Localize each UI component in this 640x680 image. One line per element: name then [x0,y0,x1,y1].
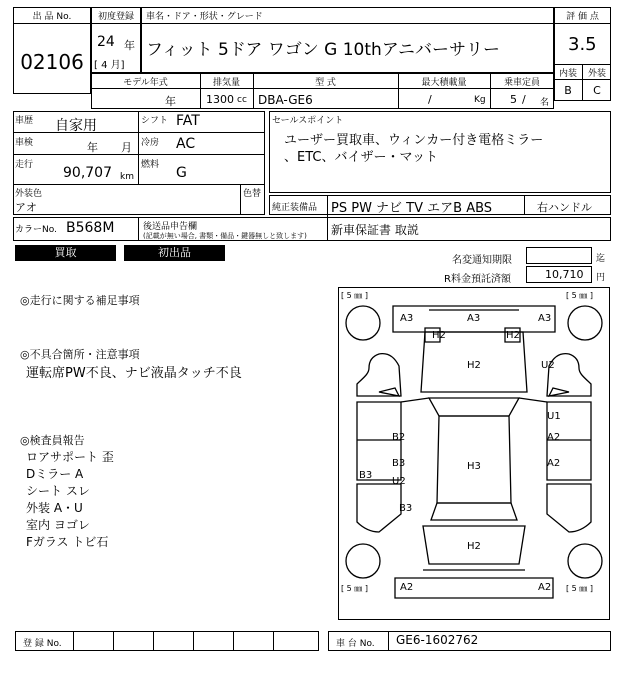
mark-rear-bottom-right: A2 [538,582,552,593]
mark-front-right: A3 [538,313,552,324]
sales-point-2: 、ETC、バイザー・マット [284,150,438,165]
capacity-unit: 名 [540,98,550,108]
inspection-label: 車検 [15,138,34,148]
mark-hood: H2 [467,360,481,371]
displacement-unit: cc [237,95,247,105]
load-label: 最大積載量 [421,78,467,88]
equipment-label: 純正装備品 [272,203,318,213]
sales-point-1: ユーザー買取車、ウィンカー付き電格ミラー [284,133,544,148]
notice-unit: 迄 [596,254,606,264]
inspector-line: Fガラス トビ石 [26,535,109,549]
inspector-title: ◎検査員報告 [20,434,85,447]
inspector-line: Dミラー A [26,467,84,481]
aftermarket-note: (記載が無い場合, 書類・備品・鍵器無しと致します) [143,232,307,240]
lot-no-label: 出 品 No. [32,12,72,22]
inspection-year: 年 [87,141,98,154]
lot-no: 02106 [20,50,84,74]
load-slash: / [428,93,432,106]
defects: 運転席PW不良、ナビ液晶タッチ不良 [26,366,242,381]
capacity-slash: / [522,93,526,106]
first-listing-button[interactable]: 初出品 [124,245,225,261]
supplement-title: ◎走行に関する補足事項 [20,294,140,307]
load-unit: Kg [474,95,486,105]
aftermarket-label: 後送品申告欄 [143,222,198,232]
mileage-label: 走行 [15,160,34,170]
fuel: G [176,165,187,181]
ac-label: 冷房 [141,138,160,148]
capacity-label: 乗車定員 [503,78,540,88]
type-label: 型 式 [315,78,336,88]
history-label: 車歴 [15,116,34,126]
inspector-line: シート スレ [26,484,90,498]
displacement-label: 排気量 [212,78,240,88]
tire-front-right [568,306,602,340]
purchase-button[interactable]: 買取 [15,245,116,261]
tire-rear-right [568,544,602,578]
inspector-line: 室内 ヨゴレ [26,518,90,532]
mark-rear-left: B3 [399,503,413,514]
mark-door-fr-u: U1 [547,411,561,422]
mark-door-rr: A2 [547,458,561,469]
first-reg-label: 初度登録 [97,12,134,22]
sales-point-label: セールスポイント [272,116,344,126]
ac: AC [176,136,196,152]
tire-rear-left [346,544,380,578]
mileage-unit: km [120,172,134,182]
mark-hood-left: H2 [432,330,446,341]
chassis-label: 車 台 No. [336,639,375,649]
defects-title: ◎不具合箇所・注意事項 [20,348,140,361]
tire-depth-fr: [ 5 ㎜ ] [566,291,593,300]
car-name: フィット 5ドア ワゴン G 10thアニバーサリー [146,40,500,60]
notice-label: 名変通知期限 [452,255,512,266]
first-reg-year-unit: 年 [124,39,135,52]
model-year-label: モデル年式 [123,78,168,88]
mark-pillar-left: B2 [392,432,406,443]
tire-front-left [346,306,380,340]
tire-depth-rl: [ 5 ㎜ ] [341,584,368,593]
car-diagram [338,287,610,620]
mileage: 90,707 [63,165,112,181]
first-reg-year: 24 [97,34,115,50]
reg-no-label: 登 録 No. [23,639,62,649]
fuel-label: 燃料 [141,160,160,170]
equipment: PS PW ナビ TV エアB ABS [331,201,493,216]
score-label: 評 価 点 [566,12,599,22]
history: 自家用 [55,118,97,134]
displacement: 1300 [206,93,234,106]
inspector-line: 外装 A・U [26,501,83,515]
score: 3.5 [568,34,597,55]
recycle-label: R料金預託済額 [444,274,511,285]
interior-label: 内装 [558,69,577,79]
mark-fender-right: U2 [541,360,555,371]
color-no-label: カラーNo. [15,225,57,235]
first-reg-month: [ 4 月] [94,60,125,71]
inspection-month: 月 [121,141,132,154]
mark-roof: H3 [467,461,481,472]
ext-color: アオ [15,201,37,214]
mark-door-rl-b: B3 [392,458,406,469]
recycle-unit: 円 [596,273,606,283]
ext-color-label: 外装色 [15,189,43,199]
mark-hood-right: H2 [506,330,520,341]
info-block [13,111,265,215]
model-year-unit: 年 [165,95,176,108]
capacity: 5 [510,93,517,106]
tire-depth-fl: [ 5 ㎜ ] [341,291,368,300]
mark-rear-bottom-left: A2 [400,582,414,593]
handle: 右ハンドル [537,201,592,214]
mark-door-fr-a: A2 [547,432,561,443]
recycle: 10,710 [545,268,584,281]
inspector-line: ロアサポート 歪 [26,450,114,464]
shift-label: シフト [141,116,169,126]
shift: FAT [176,113,200,129]
exterior-grade: C [593,84,601,97]
mark-door-rl-u: U2 [392,476,406,487]
tire-depth-rr: [ 5 ㎜ ] [566,584,593,593]
chassis-no: GE6-1602762 [396,633,479,647]
mark-trunk: H2 [467,541,481,552]
exterior-label: 外装 [587,69,606,79]
warranty: 新車保証書 取説 [331,223,419,237]
color-no: B568M [66,220,115,236]
car-name-label: 車名・ドア・形状・グレード [146,12,263,22]
notice-field[interactable] [526,247,592,264]
mark-front-left: A3 [400,313,414,324]
mark-side-left: B3 [359,470,373,481]
interior-grade: B [564,84,572,97]
type-value: DBA-GE6 [258,93,313,107]
mark-front-center: A3 [467,313,481,324]
repaint-label: 色替 [243,189,262,199]
